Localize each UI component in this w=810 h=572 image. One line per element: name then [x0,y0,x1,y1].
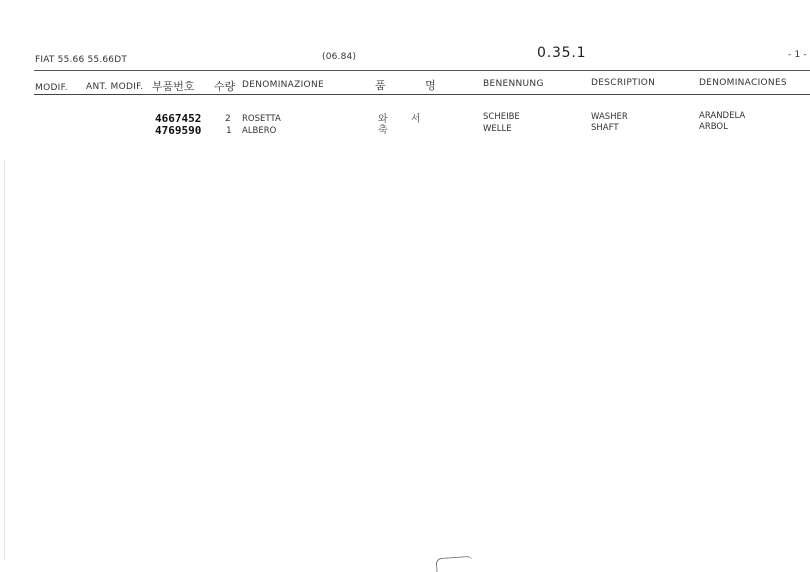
quantity: 1 [226,126,232,136]
col-quantity: 수량 [214,80,236,93]
col-benennung: BENENNUNG [483,79,544,89]
korean-name: 와 서 [378,114,431,125]
korean-name: 축 [378,125,388,136]
denominaciones: ARANDELA [699,111,746,121]
header-divider [34,70,810,71]
description: WASHER [591,112,628,122]
part-number: 4769590 [155,124,202,137]
col-description: DESCRIPTION [591,78,656,88]
quantity: 2 [225,114,231,124]
model-title: FIAT 55.66 55.66DT [35,55,128,65]
benennung: WELLE [483,124,512,134]
group-code: 0.35.1 [537,45,587,61]
col-modif: MODIF. [35,83,68,93]
denominazione: ALBERO [242,126,277,136]
part-number: 4667452 [155,112,202,125]
col-part-number: 부품번호 [152,80,195,93]
page-number: - 1 - [788,50,807,60]
denominazione: ROSETTA [242,114,281,124]
col-ant-modif: ANT. MODIF. [86,82,144,92]
column-header-divider [34,94,810,95]
edition-date: (06.84) [322,52,357,62]
benennung: SCHEIBE [483,112,520,122]
col-denominaciones: DENOMINACIONES [699,78,787,88]
col-korean-name: 품 명 [375,79,454,92]
denominaciones: ARBOL [699,122,728,132]
scan-edge-shadow [4,160,5,560]
col-denominazione: DENOMINAZIONE [242,80,324,90]
description: SHAFT [591,123,619,133]
